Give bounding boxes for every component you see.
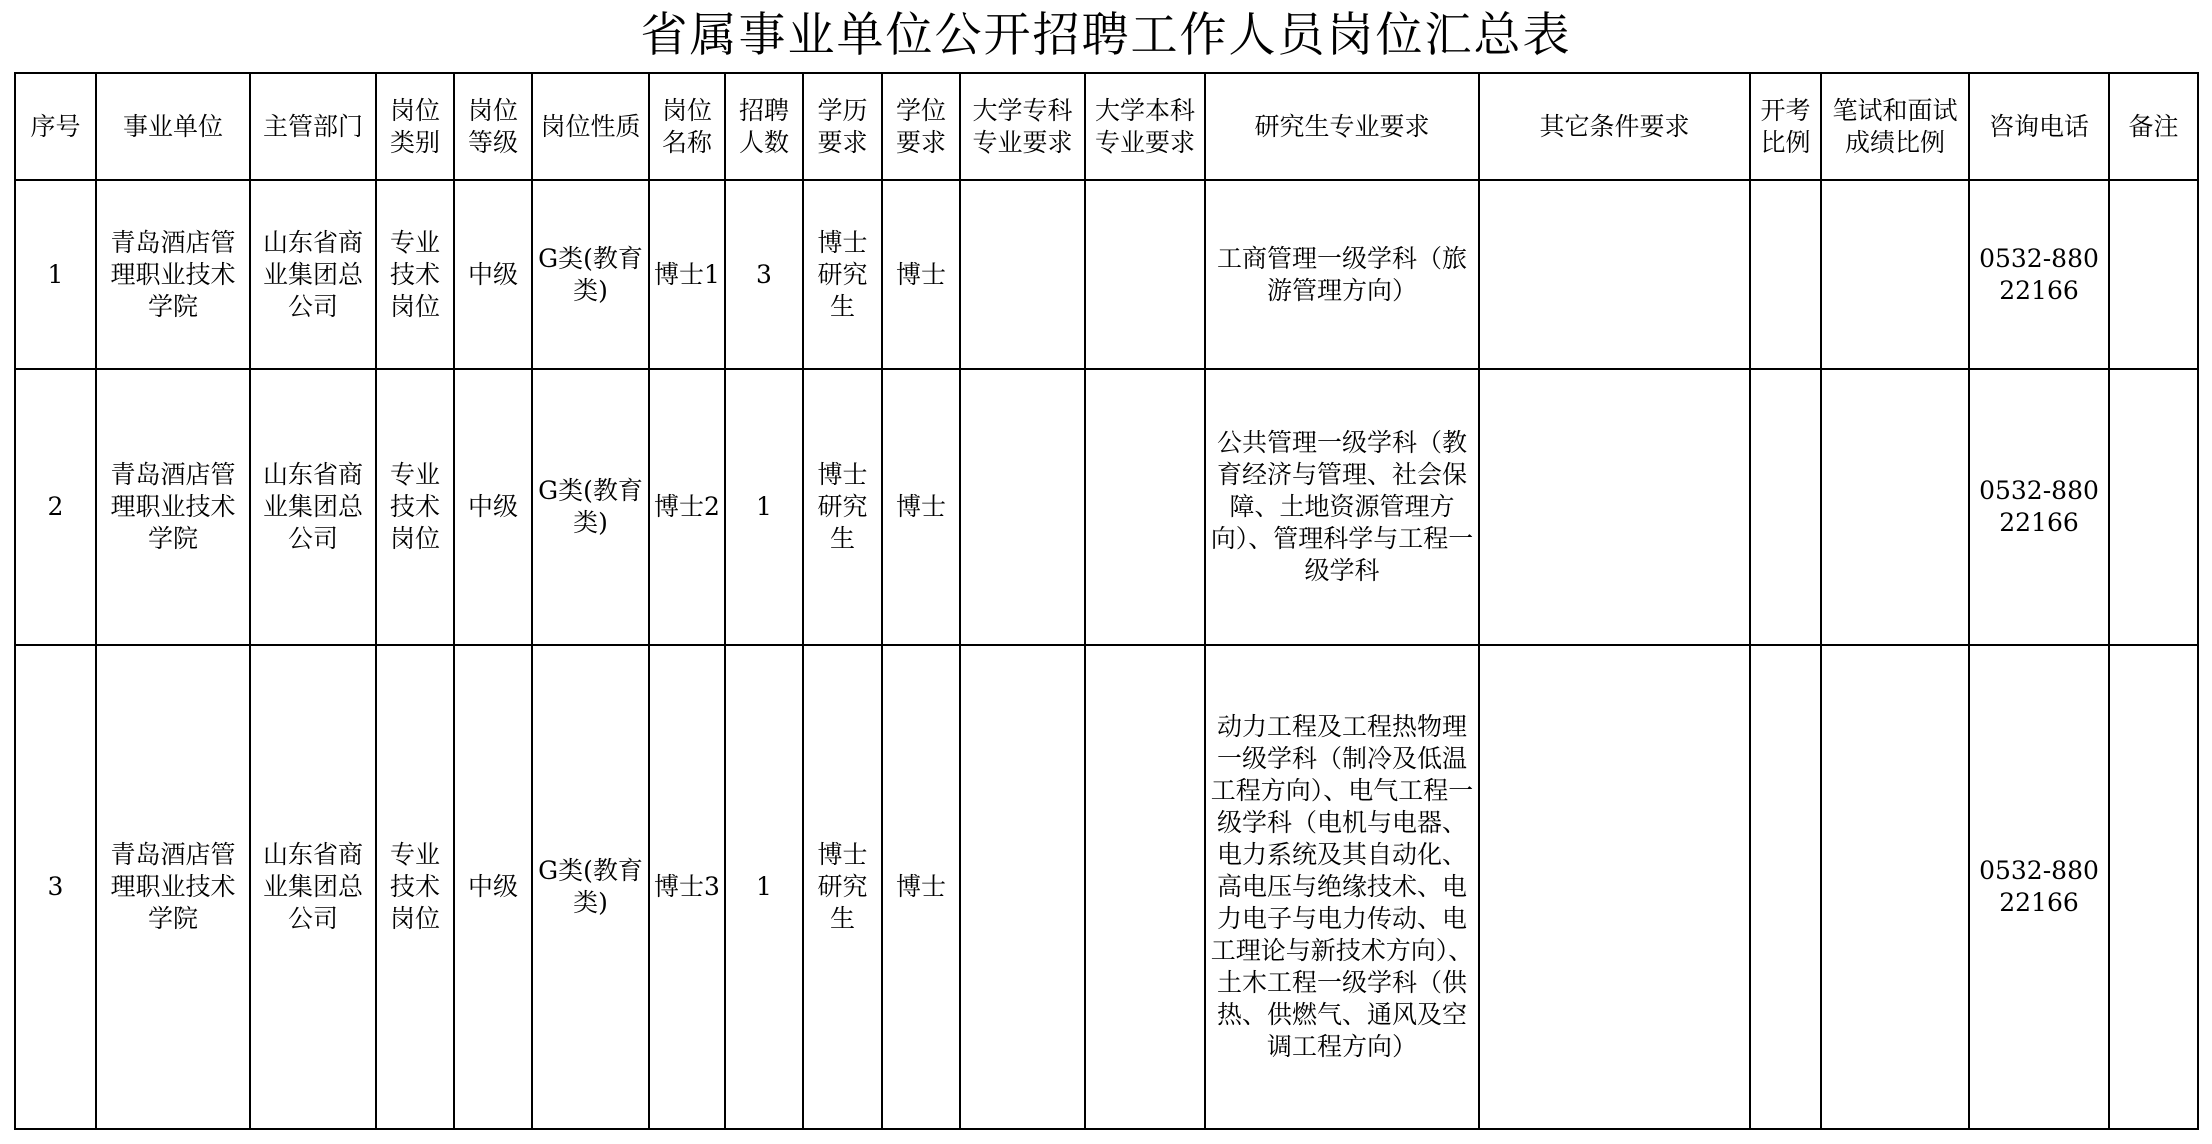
- col-header-dept: 主管部门: [250, 73, 376, 180]
- cell-grad-major: 公共管理一级学科（教育经济与管理、社会保障、土地资源管理方向）、管理科学与工程一级学科: [1205, 369, 1479, 645]
- col-header-post-category: 岗位类别: [376, 73, 454, 180]
- cell-other: [1479, 369, 1750, 645]
- cell-degree: 博士: [882, 369, 960, 645]
- cell-recruit-num: 1: [725, 645, 803, 1129]
- col-header-post-name: 岗位名称: [649, 73, 725, 180]
- cell-exam-ratio: [1750, 369, 1821, 645]
- cell-notes: [2109, 180, 2198, 369]
- cell-post-name: 博士1: [649, 180, 725, 369]
- header-row: [15, 73, 2198, 180]
- col-header-post-nature: 岗位性质: [532, 73, 649, 180]
- cell-bachelor-major: [1085, 645, 1205, 1129]
- cell-unit: 青岛酒店管理职业技术学院: [96, 180, 250, 369]
- table-row: [15, 645, 2198, 1129]
- col-header-college-major: 大学专科专业要求: [960, 73, 1085, 180]
- col-header-grad-major: 研究生专业要求: [1205, 73, 1479, 180]
- cell-post-level: 中级: [454, 645, 532, 1129]
- cell-post-nature: G类(教育类): [532, 645, 649, 1129]
- cell-score-ratio: [1821, 180, 1969, 369]
- cell-notes: [2109, 645, 2198, 1129]
- recruitment-table: [14, 72, 2199, 1130]
- cell-grad-major: 工商管理一级学科（旅游管理方向）: [1205, 180, 1479, 369]
- col-header-score-ratio: 笔试和面试成绩比例: [1821, 73, 1969, 180]
- cell-dept: 山东省商业集团总公司: [250, 645, 376, 1129]
- cell-bachelor-major: [1085, 369, 1205, 645]
- col-header-unit: 事业单位: [96, 73, 250, 180]
- cell-seq: 3: [15, 645, 96, 1129]
- cell-education: 博士研究生: [803, 180, 882, 369]
- col-header-phone: 咨询电话: [1969, 73, 2109, 180]
- cell-college-major: [960, 180, 1085, 369]
- cell-phone: 0532-88022166: [1969, 645, 2109, 1129]
- cell-post-level: 中级: [454, 180, 532, 369]
- cell-other: [1479, 645, 1750, 1129]
- cell-degree: 博士: [882, 180, 960, 369]
- cell-post-name: 博士3: [649, 645, 725, 1129]
- cell-dept: 山东省商业集团总公司: [250, 369, 376, 645]
- cell-phone: 0532-88022166: [1969, 369, 2109, 645]
- cell-other: [1479, 180, 1750, 369]
- col-header-recruit-num: 招聘人数: [725, 73, 803, 180]
- cell-post-nature: G类(教育类): [532, 369, 649, 645]
- col-header-education: 学历要求: [803, 73, 882, 180]
- cell-bachelor-major: [1085, 180, 1205, 369]
- cell-score-ratio: [1821, 645, 1969, 1129]
- page-title: 省属事业单位公开招聘工作人员岗位汇总表: [640, 8, 1572, 63]
- cell-college-major: [960, 645, 1085, 1129]
- cell-seq: 1: [15, 180, 96, 369]
- cell-score-ratio: [1821, 369, 1969, 645]
- cell-recruit-num: 3: [725, 180, 803, 369]
- cell-exam-ratio: [1750, 645, 1821, 1129]
- col-header-other: 其它条件要求: [1479, 73, 1750, 180]
- cell-education: 博士研究生: [803, 369, 882, 645]
- cell-college-major: [960, 369, 1085, 645]
- col-header-seq: 序号: [15, 73, 96, 180]
- col-header-bachelor-major: 大学本科专业要求: [1085, 73, 1205, 180]
- cell-dept: 山东省商业集团总公司: [250, 180, 376, 369]
- table-row: [15, 369, 2198, 645]
- cell-phone: 0532-88022166: [1969, 180, 2109, 369]
- cell-grad-major: 动力工程及工程热物理一级学科（制冷及低温工程方向）、电气工程一级学科（电机与电器、电力系统及其自动化、高电压与绝缘技术、电力电子与电力传动、电工理论与新技术方向）、土木工程一级学科（供热、供燃气、通风及空调工程方向）: [1205, 645, 1479, 1129]
- cell-unit: 青岛酒店管理职业技术学院: [96, 645, 250, 1129]
- col-header-exam-ratio: 开考比例: [1750, 73, 1821, 180]
- col-header-notes: 备注: [2109, 73, 2198, 180]
- table-row: [15, 180, 2198, 369]
- cell-post-category: 专业技术岗位: [376, 180, 454, 369]
- col-header-post-level: 岗位等级: [454, 73, 532, 180]
- cell-post-name: 博士2: [649, 369, 725, 645]
- cell-post-category: 专业技术岗位: [376, 369, 454, 645]
- cell-education: 博士研究生: [803, 645, 882, 1129]
- col-header-degree: 学位要求: [882, 73, 960, 180]
- cell-post-level: 中级: [454, 369, 532, 645]
- cell-degree: 博士: [882, 645, 960, 1129]
- cell-seq: 2: [15, 369, 96, 645]
- cell-post-nature: G类(教育类): [532, 180, 649, 369]
- cell-exam-ratio: [1750, 180, 1821, 369]
- cell-post-category: 专业技术岗位: [376, 645, 454, 1129]
- cell-notes: [2109, 369, 2198, 645]
- cell-recruit-num: 1: [725, 369, 803, 645]
- cell-unit: 青岛酒店管理职业技术学院: [96, 369, 250, 645]
